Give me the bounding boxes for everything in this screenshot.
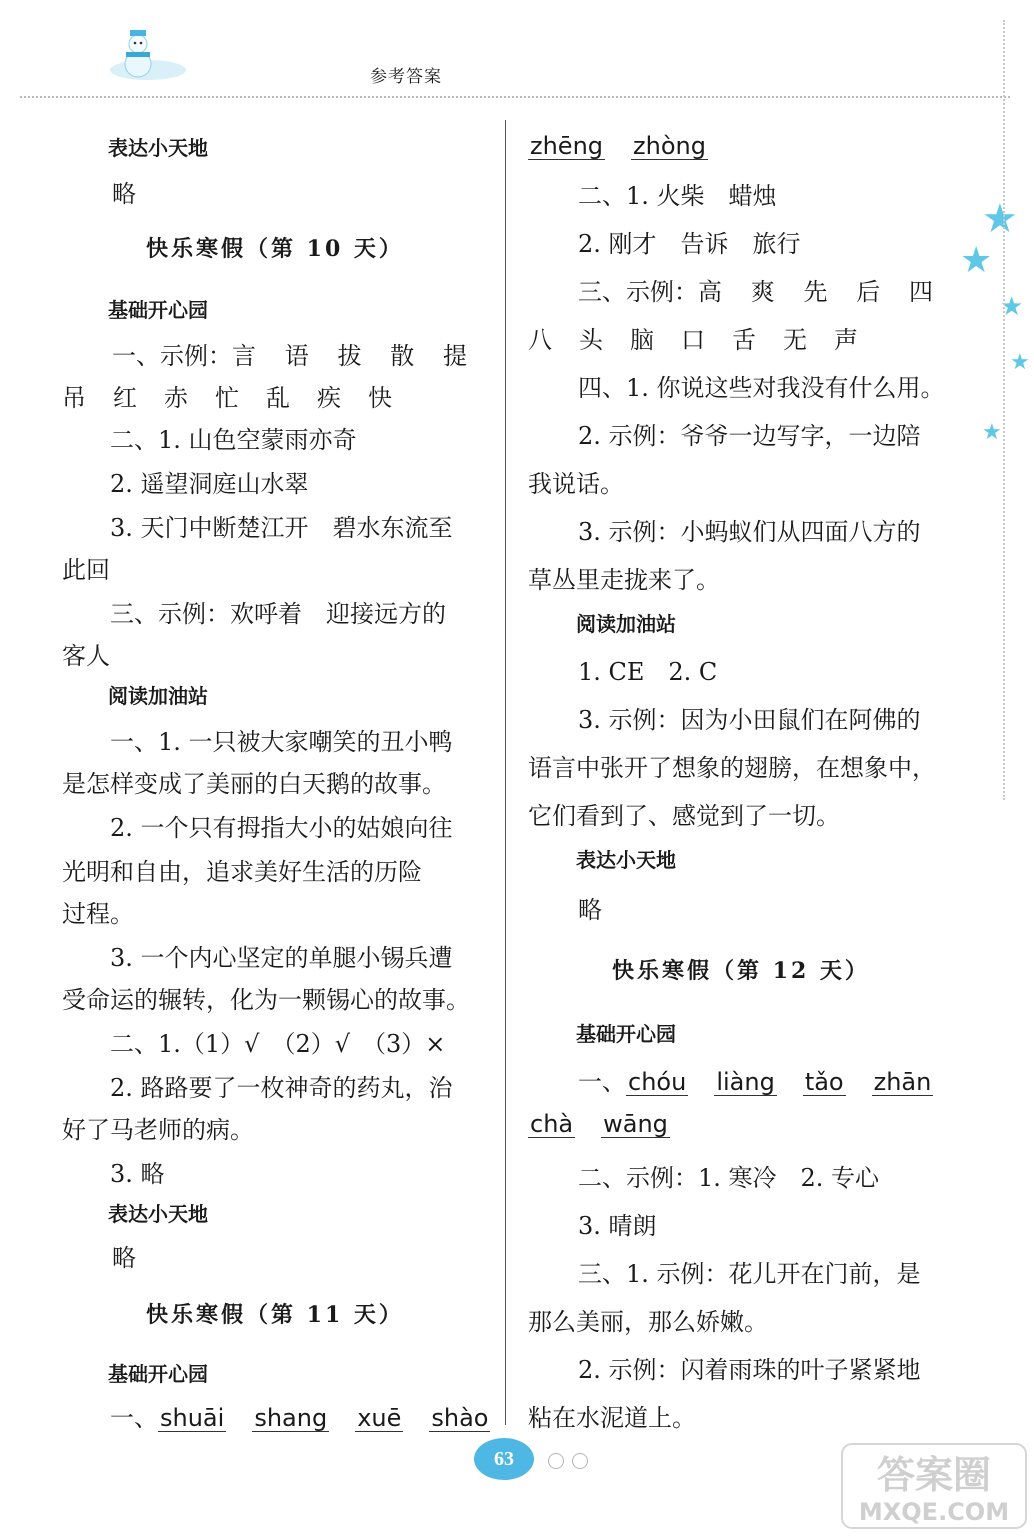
section-heading: 基础开心园 [108, 1362, 208, 1386]
watermark-url: MXQE.COM [858, 1498, 1010, 1526]
answer-line: 那么美丽，那么娇嫩。 [528, 1308, 768, 1336]
answer-word: 口 [681, 326, 705, 354]
answer-line [528, 320, 858, 355]
answer-word: 语 [284, 342, 309, 370]
pinyin-answer: chà [530, 1110, 574, 1138]
answer-word: 赤 [164, 384, 188, 412]
answer-word: 吊 [62, 384, 86, 412]
answer-line [62, 378, 392, 413]
section-heading: 基础开心园 [576, 1022, 676, 1046]
answer-line: 3. 一个内心坚定的单腿小锡兵遭 [110, 944, 453, 972]
answer-line: 三、1. 示例：花儿开在门前，是 [578, 1260, 921, 1288]
page-number: 63 [474, 1438, 534, 1480]
column-divider [505, 120, 506, 1425]
pinyin-line [578, 1062, 933, 1097]
section-heading: 阅读加油站 [108, 684, 208, 708]
star-icon: ★ [982, 196, 1018, 242]
answer-line: 一、1. 一只被大家嘲笑的丑小鸭 [110, 728, 453, 756]
answer-word: 疾 [317, 384, 341, 412]
answer-word: 四 [909, 278, 933, 306]
pinyin-line [528, 132, 734, 160]
answer-line: 2. 示例：爷爷一边写字，一边陪 [578, 422, 921, 450]
answer-line: 3. 示例：小蚂蚁们从四面八方的 [578, 518, 921, 546]
pinyin-answer: wāng [603, 1110, 668, 1138]
answer-line: 光明和自由，追求美好生活的历险 [62, 858, 422, 886]
answer-line: 3. 晴朗 [578, 1212, 657, 1240]
section-heading: 表达小天地 [108, 136, 208, 160]
answer-word: 乱 [266, 384, 290, 412]
answer-line: 它们看到了、感觉到了一切。 [528, 802, 840, 830]
answer-line: 是怎样变成了美丽的白天鹅的故事。 [62, 770, 446, 798]
section-heading: 阅读加油站 [576, 612, 676, 636]
answer-line: 三、示例：欢呼着 迎接远方的 [110, 600, 446, 628]
pinyin-answer: xuē [357, 1404, 402, 1432]
answer-word: 忙 [215, 384, 239, 412]
section-heading: 表达小天地 [576, 848, 676, 872]
answer-word: 舌 [732, 326, 756, 354]
star-icon: ★ [1010, 350, 1030, 375]
answer-line: 2. 一个只有拇指大小的姑娘向往 [110, 814, 453, 842]
decor-dot [572, 1453, 588, 1469]
answer-word: 散 [390, 342, 415, 370]
section-heading: 基础开心园 [108, 298, 208, 322]
answer-line: 二、1. 火柴 蜡烛 [578, 182, 777, 210]
decor-dot [548, 1453, 564, 1469]
pinyin-answer: zhān [873, 1068, 932, 1096]
answer-line: 略 [578, 896, 602, 924]
answer-line: 2. 遥望洞庭山水翠 [110, 470, 309, 498]
pinyin-line [110, 1398, 490, 1433]
snowman-icon [108, 28, 188, 84]
answer-word: 提 [443, 342, 467, 370]
answer-line: 略 [112, 1244, 136, 1272]
answer-line: 略 [112, 180, 136, 208]
answer-line: 草丛里走拢来了。 [528, 566, 720, 594]
day-title: 快乐寒假（第 12 天） [612, 958, 870, 984]
answer-line: 语言中张开了想象的翅膀，在想象中， [528, 754, 936, 782]
pinyin-answer: shuāi [160, 1404, 225, 1432]
answer-line [578, 272, 933, 307]
star-icon: ★ [1000, 292, 1024, 322]
answer-word: 脑 [630, 326, 654, 354]
answer-word: 八 [528, 326, 552, 354]
answer-word: 后 [856, 278, 881, 306]
answer-line: 此回 [62, 556, 110, 584]
section-heading: 表达小天地 [108, 1202, 208, 1226]
answer-word: 一、示例：言 [112, 342, 256, 370]
day-title: 快乐寒假（第 11 天） [146, 1302, 404, 1328]
answer-line: 四、1. 你说这些对我没有什么用。 [578, 374, 945, 402]
header-title: 参考答案 [370, 67, 442, 87]
answer-line: 3. 天门中断楚江开 碧水东流至 [110, 514, 453, 542]
answer-prefix: 一、 [110, 1404, 158, 1432]
answer-line: 2. 刚才 告诉 旅行 [578, 230, 801, 258]
answer-line: 我说话。 [528, 470, 624, 498]
pinyin-answer: shang [254, 1404, 328, 1432]
answer-word: 三、示例：高 [578, 278, 722, 306]
star-icon: ★ [982, 420, 1002, 445]
star-icon: ★ [960, 240, 993, 281]
pinyin-answer: zhòng [633, 132, 706, 160]
pinyin-line [528, 1110, 696, 1138]
pinyin-answer: liàng [716, 1068, 775, 1096]
answer-word: 快 [368, 384, 392, 412]
watermark-text: 答案圈 [876, 1453, 992, 1497]
pinyin-answer: tǎo [804, 1068, 844, 1096]
pinyin-answer: chóu [628, 1068, 687, 1096]
answer-word: 红 [113, 384, 137, 412]
answer-line: 二、1.（1）√ （2）√ （3）× [110, 1030, 446, 1058]
answer-word: 拔 [337, 342, 362, 370]
margin-dotted-rule [1003, 20, 1005, 800]
day-title: 快乐寒假（第 10 天） [146, 236, 404, 262]
answer-word: 头 [579, 326, 603, 354]
answer-line: 2. 示例：闪着雨珠的叶子紧紧地 [578, 1356, 921, 1384]
pinyin-answer: zhēng [530, 132, 604, 160]
answer-line: 2. 路路要了一枚神奇的药丸，治 [110, 1074, 453, 1102]
answer-line: 受命运的辗转，化为一颗锡心的故事。 [62, 986, 470, 1014]
answer-prefix: 一、 [578, 1068, 626, 1096]
answer-line: 1. CE 2. C [578, 658, 718, 686]
pinyin-answer: shào [431, 1404, 489, 1432]
answer-word: 爽 [750, 278, 775, 306]
answer-line: 粘在水泥道上。 [528, 1404, 696, 1432]
watermark-logo [840, 1440, 1028, 1532]
answer-line [112, 336, 467, 371]
header-dotted-rule [20, 96, 1010, 98]
answer-word: 无 [783, 326, 807, 354]
answer-word: 先 [803, 278, 828, 306]
answer-line: 客人 [62, 642, 110, 670]
answer-line: 二、示例：1. 寒冷 2. 专心 [578, 1164, 880, 1192]
answer-line: 3. 略 [110, 1160, 165, 1188]
answer-line: 过程。 [62, 900, 134, 928]
answer-word: 声 [834, 326, 858, 354]
answer-line: 3. 示例：因为小田鼠们在阿佛的 [578, 706, 921, 734]
answer-line: 二、1. 山色空蒙雨亦奇 [110, 426, 357, 454]
answer-line: 好了马老师的病。 [62, 1116, 254, 1144]
